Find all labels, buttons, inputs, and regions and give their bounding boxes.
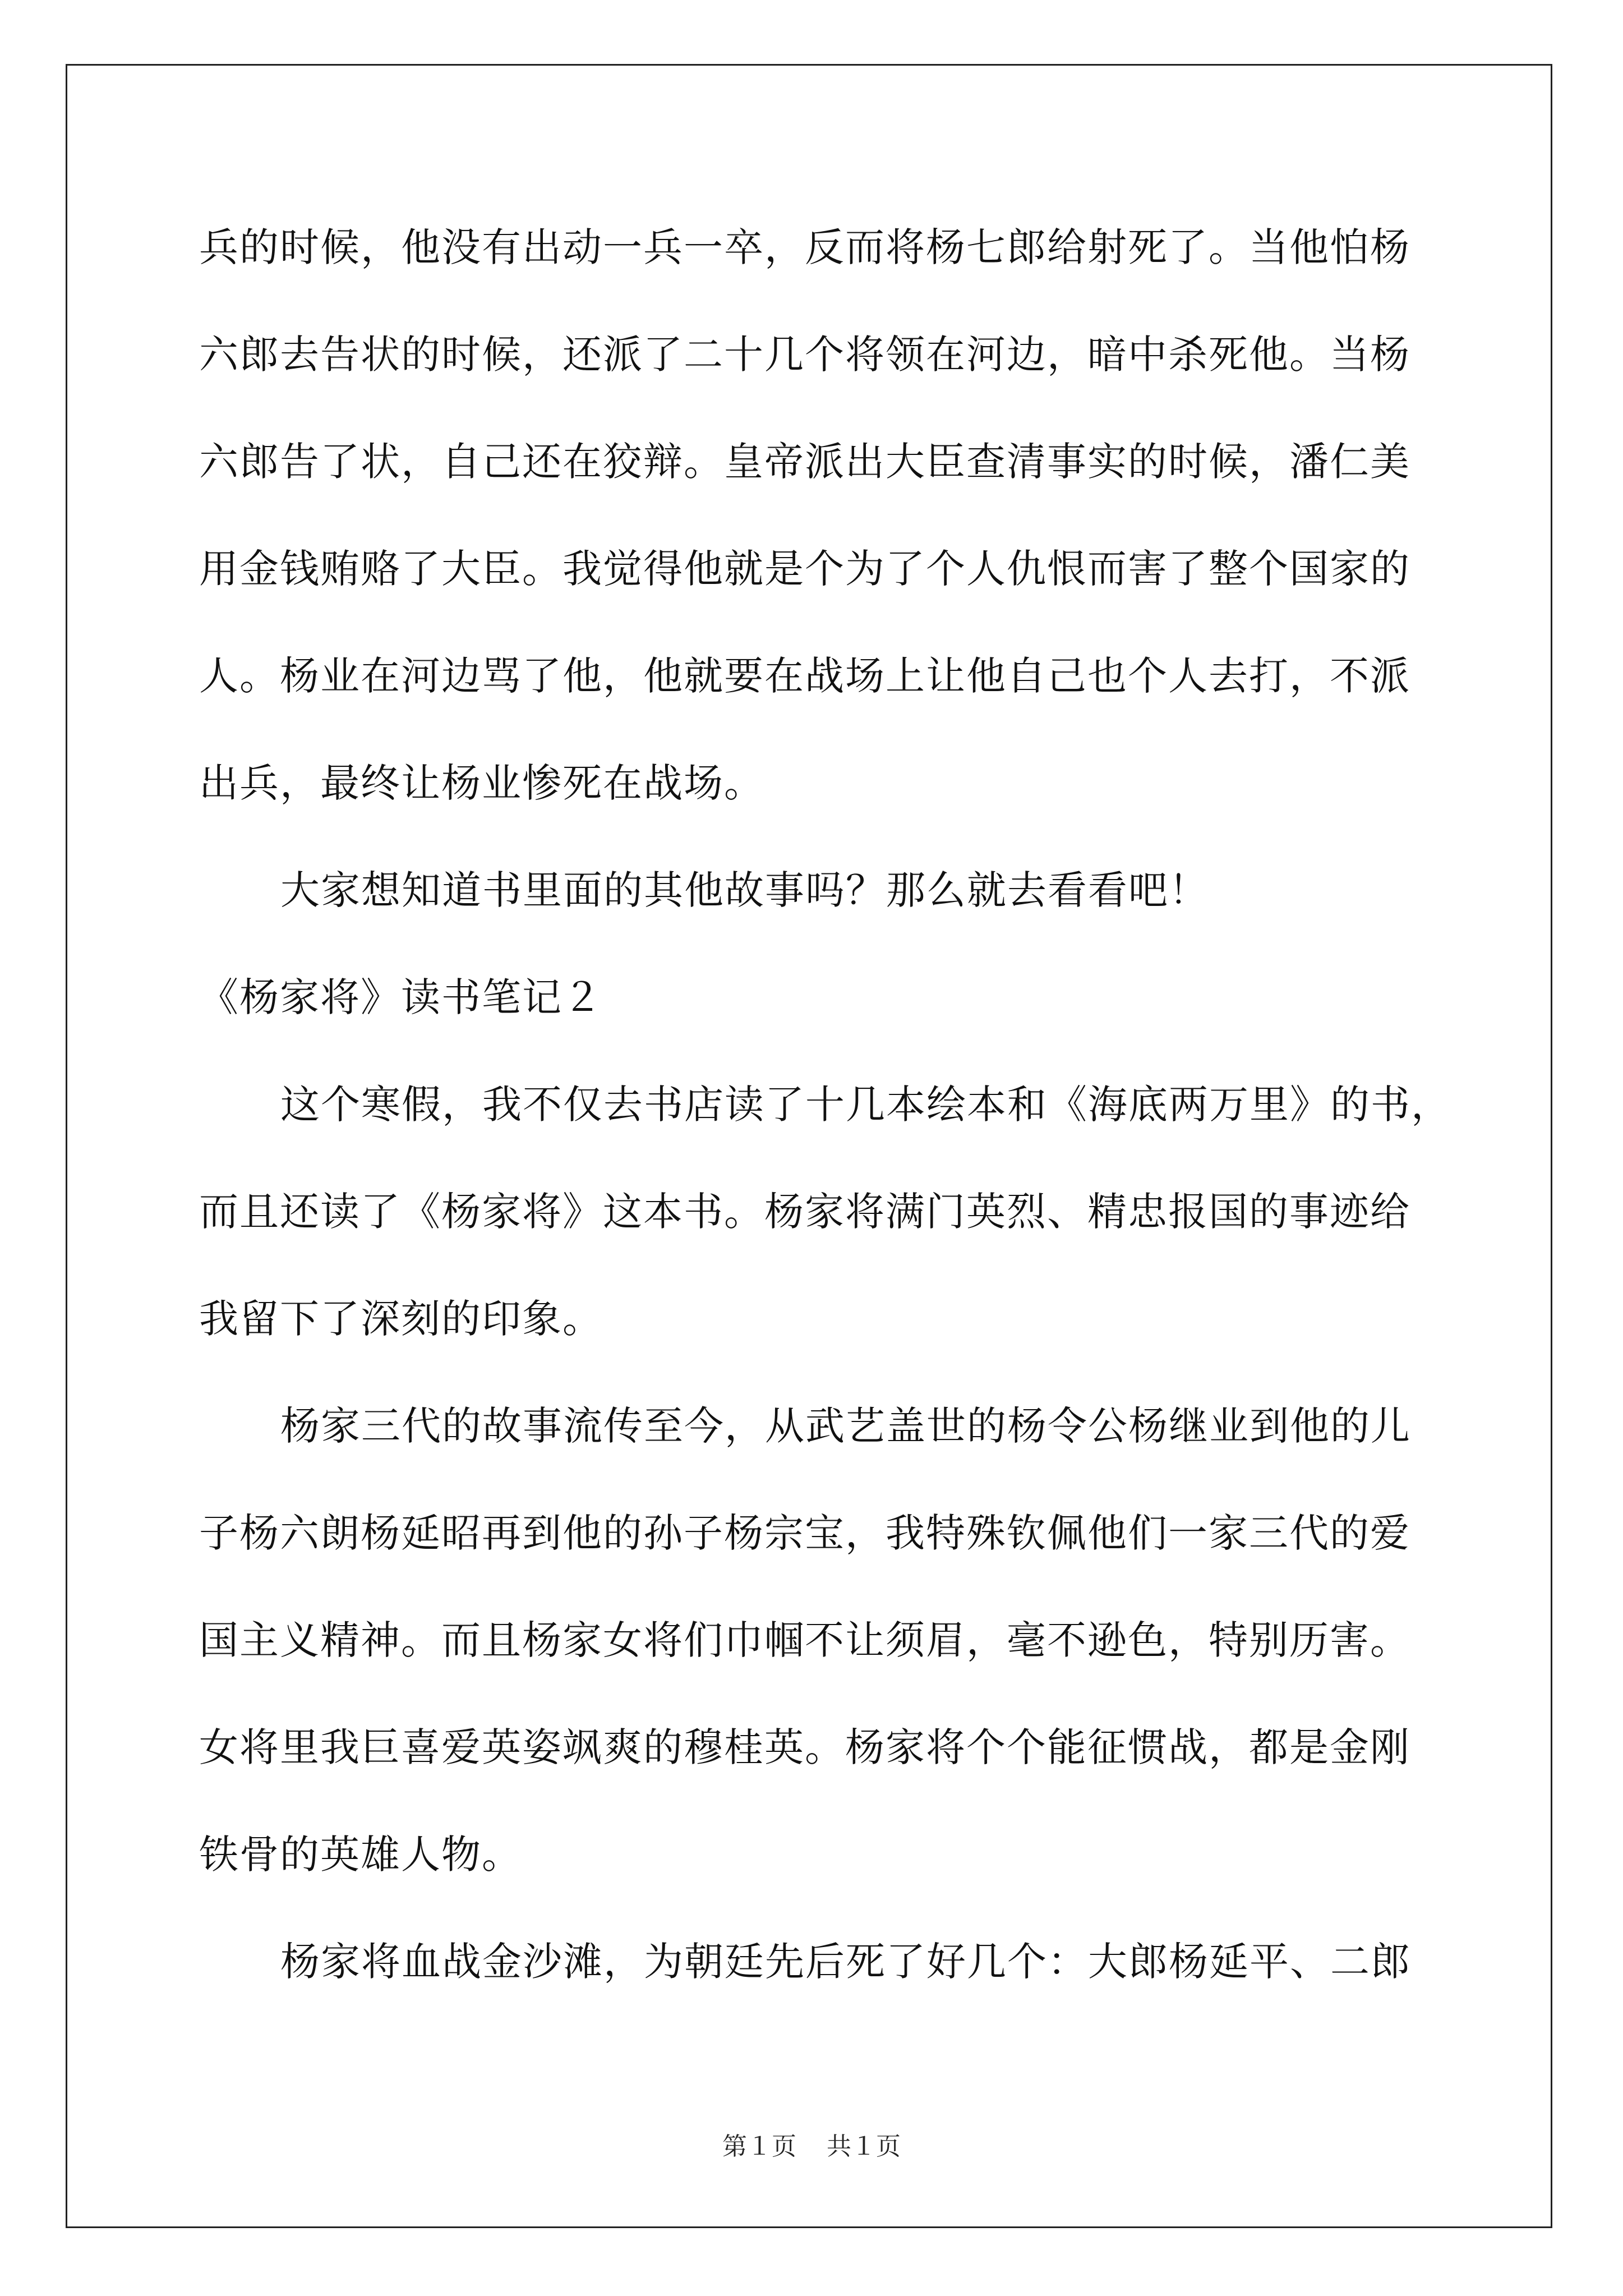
text-line: 女将里我巨喜爱英姿飒爽的穆桂英。杨家将个个能征惯战，都是金刚 — [199, 1724, 1410, 1770]
page-footer — [0, 2126, 1623, 2162]
text-line: 出兵，最终让杨业惨死在战场。 — [199, 760, 764, 806]
text-line: 人。杨业在河边骂了他，他就要在战场上让他自己也个人去打，不派 — [199, 653, 1410, 699]
text-line: 六郎去告状的时候，还派了二十几个将领在河边，暗中杀死他。当杨 — [199, 332, 1410, 378]
paragraph-start: 杨家三代的故事流传至今，从武艺盖世的杨令公杨继业到他的儿 — [280, 1403, 1411, 1449]
text-line: 用金钱贿赂了大臣。我觉得他就是个为了个人仇恨而害了整个国家的 — [199, 546, 1410, 592]
paragraph-start: 杨家将血战金沙滩，为朝廷先后死了好几个：大郎杨延平、二郎 — [280, 1939, 1411, 1985]
text-line: 我留下了深刻的印象。 — [199, 1296, 603, 1342]
text-line: 六郎告了状，自己还在狡辩。皇帝派出大臣查清事实的时候，潘仁美 — [199, 439, 1410, 485]
section-heading: 《杨家将》读书笔记２ — [199, 974, 603, 1020]
page-total: 共１页 — [827, 2132, 901, 2161]
text-line: 而且还读了《杨家将》这本书。杨家将满门英烈、精忠报国的事迹给 — [199, 1189, 1410, 1235]
document-body — [199, 217, 1451, 2038]
text-line: 子杨六朗杨延昭再到他的孙子杨宗宝，我特殊钦佩他们一家三代的爱 — [199, 1510, 1410, 1556]
text-line: 国主义精神。而且杨家女将们巾帼不让须眉，毫不逊色，特别历害。 — [199, 1617, 1410, 1663]
paragraph-start: 这个寒假，我不仅去书店读了十几本绘本和《海底两万里》的书， — [280, 1082, 1451, 1128]
paragraph-start: 大家想知道书里面的其他故事吗？那么就去看看吧！ — [280, 867, 1209, 913]
page-number: 第１页 — [722, 2132, 796, 2161]
text-line: 兵的时候，他没有出动一兵一卒，反而将杨七郎给射死了。当他怕杨 — [199, 224, 1410, 270]
text-line: 铁骨的英雄人物。 — [199, 1832, 522, 1878]
